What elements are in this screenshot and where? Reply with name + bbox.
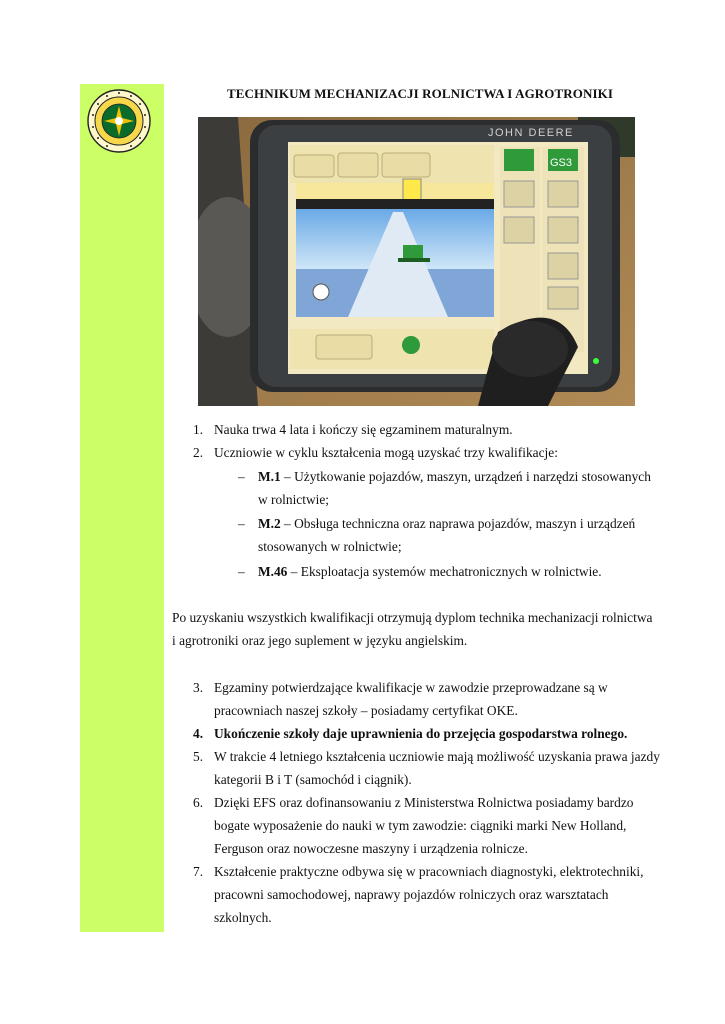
qualification-m46: [258, 560, 602, 583]
dash-bullet: –: [238, 516, 245, 531]
qualification-code: M.2: [258, 516, 281, 531]
qualification-desc-cont: w rolnictwie;: [258, 492, 330, 507]
list-item-text: Ukończenie szkoły daje uprawnienia do przejęcia gospodarstwa rolnego.: [214, 726, 628, 741]
list-item-text: szkolnych.: [214, 910, 272, 925]
qualification-code: M.46: [258, 564, 288, 579]
brand-label: JOHN DEERE: [488, 127, 574, 139]
list-item-number: 5.: [193, 749, 204, 764]
diploma-paragraph-line1: Po uzyskaniu wszystkich kwalifikacji otrzymują dyplom technika mechanizacji rolnictwa: [172, 610, 653, 625]
side-accent-bar: [80, 84, 164, 932]
list-item-text: pracowni samochodowej, naprawy pojazdów rolniczych oraz warsztatach: [214, 887, 609, 902]
list-item-number: 4.: [193, 726, 204, 741]
list-item-number: 2.: [193, 445, 204, 460]
school-logo: [86, 88, 152, 154]
qualification-code: M.1: [258, 469, 281, 484]
list-item-text: W trakcie 4 letniego kształcenia uczniowie mają możliwość uzyskania prawa jazdy: [214, 749, 660, 764]
list-item-text: kategorii B i T (samochód i ciągnik).: [214, 772, 412, 787]
list-item-number: 6.: [193, 795, 204, 810]
list-item-text: pracowniach naszej szkoły – posiadamy certyfikat OKE.: [214, 703, 518, 718]
dash-bullet: –: [238, 469, 245, 484]
diploma-paragraph-line2: i agrotroniki oraz jego suplement w języku angielskim.: [172, 633, 468, 648]
page-title: TECHNIKUM MECHANIZACJI ROLNICTWA I AGROTRONIKI: [227, 86, 613, 101]
list-item-text: Ferguson oraz nowoczesne maszyny i urządzenia rolnicze.: [214, 841, 528, 856]
qualification-desc: – Eksploatacja systemów mechatronicznych w rolnictwie.: [287, 564, 602, 579]
qualification-desc: – Użytkowanie pojazdów, maszyn, urządzeń i narzędzi stosowanych: [280, 469, 651, 484]
qualification-m1: [258, 465, 651, 488]
list-item-text: Kształcenie praktyczne odbywa się w pracowniach diagnostyki, elektrotechniki,: [214, 864, 644, 879]
list-item-text: Egzaminy potwierdzające kwalifikacje w zawodzie przeprowadzane są w: [214, 680, 608, 695]
qualification-desc: – Obsługa techniczna oraz naprawa pojazdów, maszyn i urządzeń: [280, 516, 636, 531]
model-label: GS3: [550, 157, 573, 169]
qualification-desc-cont: stosowanych w rolnictwie;: [258, 539, 402, 554]
qualification-m2: [258, 512, 635, 535]
list-item-text: Uczniowie w cyklu kształcenia mogą uzyskać trzy kwalifikacje:: [214, 445, 558, 460]
list-item-text: bogate wyposażenie do nauki w tym zawodzie: ciągniki marki New Holland,: [214, 818, 627, 833]
dash-bullet: –: [238, 564, 245, 579]
list-item-number: 1.: [193, 422, 204, 437]
list-item-number: 7.: [193, 864, 204, 879]
list-item-text: Dzięki EFS oraz dofinansowaniu z Ministerstwa Rolnictwa posiadamy bardzo: [214, 795, 634, 810]
gps-terminal-image: [198, 117, 635, 406]
list-item-text: Nauka trwa 4 lata i kończy się egzaminem maturalnym.: [214, 422, 513, 437]
list-item-number: 3.: [193, 680, 204, 695]
